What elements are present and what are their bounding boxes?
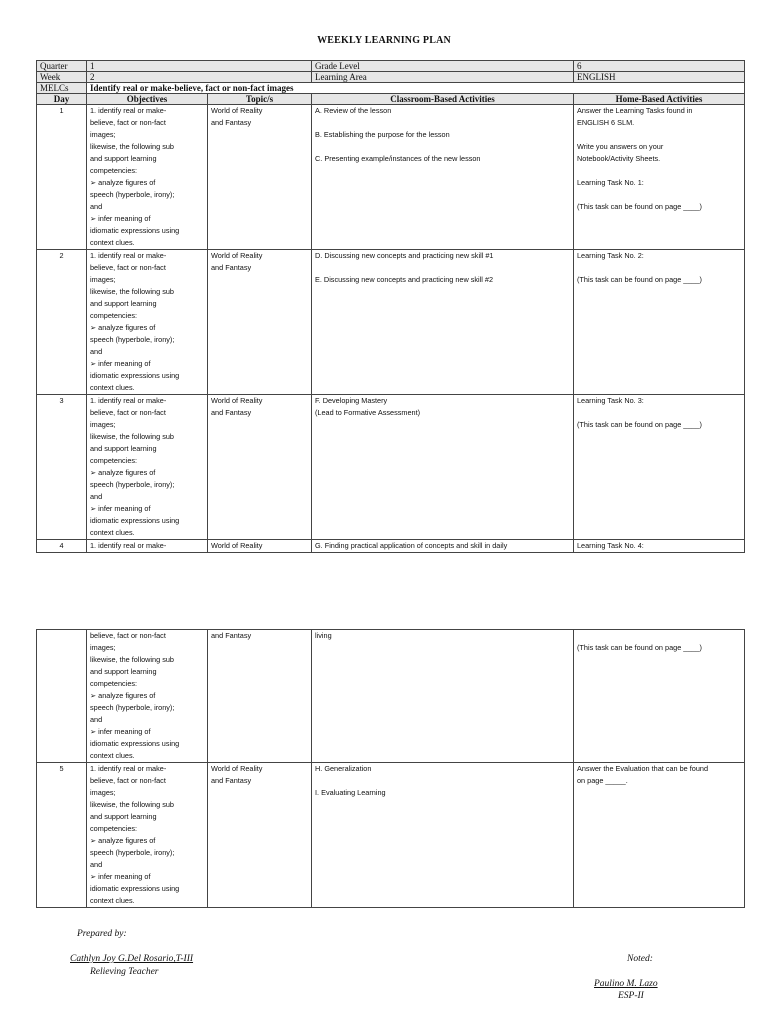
objectives-cell-line: and support learning [90, 444, 157, 453]
objectives-cell-line: idiomatic expressions using [90, 226, 180, 235]
objectives-cell-line: idiomatic expressions using [90, 516, 180, 525]
topics-cell-line: World of Reality [211, 764, 263, 773]
melcs-row [37, 83, 745, 94]
home-activities-cell-line: Notebook/Activity Sheets. [577, 154, 661, 163]
home-activities-cell-line [577, 407, 741, 419]
classroom-activities-cell [312, 105, 574, 250]
objectives-cell-line: speech (hyperbole, irony); [90, 335, 175, 344]
objectives-cell-line: and support learning [90, 667, 157, 676]
plan-row [37, 763, 745, 908]
objectives-cell-line: images; [90, 643, 116, 652]
topics-column-header: Topic/s [208, 94, 312, 105]
learning-area-label: Learning Area [312, 72, 574, 83]
objectives-cell-line: 1. identify real or make- [90, 251, 167, 260]
objectives-cell-line: competencies: [90, 679, 138, 688]
objectives-cell-line: ➢ infer meaning of [90, 872, 151, 881]
classroom-activities-cell [312, 540, 574, 553]
objectives-cell-line: idiomatic expressions using [90, 884, 180, 893]
topics-cell-line: and Fantasy [211, 263, 252, 272]
plan-row [37, 395, 745, 540]
objectives-cell-line: ➢ analyze figures of [90, 178, 156, 187]
classroom-activities-cell-line: D. Discussing new concepts and practicing new skill #1 [315, 251, 494, 260]
objectives-cell-line: likewise, the following sub [90, 655, 174, 664]
topics-cell [208, 395, 312, 540]
classroom-activities-cell-line: I. Evaluating Learning [315, 788, 386, 797]
home-activities-cell-line [577, 165, 741, 177]
day-cell [37, 630, 87, 763]
home-activities-cell-line: on page _____. [577, 776, 628, 785]
home-activities-cell [574, 763, 745, 908]
column-header-row [37, 94, 745, 105]
day-cell: 4 [37, 540, 87, 553]
classroom-column-header: Classroom-Based Activities [312, 94, 574, 105]
objectives-cell-line: speech (hyperbole, irony); [90, 480, 175, 489]
home-activities-cell-line [577, 262, 741, 274]
objectives-cell-line: likewise, the following sub [90, 800, 174, 809]
objectives-cell-line: context clues. [90, 528, 135, 537]
classroom-activities-cell-line: A. Review of the lesson [315, 106, 392, 115]
objectives-cell-line: competencies: [90, 824, 138, 833]
topics-cell-line: and Fantasy [211, 118, 252, 127]
objectives-cell-line: ➢ analyze figures of [90, 836, 156, 845]
objectives-cell [87, 395, 208, 540]
classroom-activities-cell-line [315, 117, 570, 129]
objectives-cell-line: context clues. [90, 383, 135, 392]
objectives-cell-line: and [90, 202, 103, 211]
objectives-cell-line: ➢ infer meaning of [90, 727, 151, 736]
classroom-activities-cell-line: (Lead to Formative Assessment) [315, 408, 421, 417]
objectives-cell [87, 540, 208, 553]
objectives-cell-line: likewise, the following sub [90, 142, 174, 151]
objectives-cell-line: likewise, the following sub [90, 432, 174, 441]
plan-row-continued [37, 630, 745, 763]
objectives-column-header: Objectives [87, 94, 208, 105]
objectives-cell-line: believe, fact or non-fact [90, 263, 166, 272]
grade-level-label: Grade Level [312, 61, 574, 72]
home-activities-cell-line: Learning Task No. 3: [577, 396, 644, 405]
day-cell: 1 [37, 105, 87, 250]
objectives-cell [87, 250, 208, 395]
week-row [37, 72, 745, 83]
topics-cell-line: and Fantasy [211, 408, 252, 417]
objectives-cell-line: ➢ analyze figures of [90, 323, 156, 332]
objectives-cell-line: and support learning [90, 812, 157, 821]
objectives-cell-line: ➢ analyze figures of [90, 691, 156, 700]
objectives-cell-line: ➢ analyze figures of [90, 468, 156, 477]
topics-cell-line: World of Reality [211, 251, 263, 260]
objectives-cell-line: 1. identify real or make- [90, 106, 167, 115]
objectives-cell-line: images; [90, 420, 116, 429]
topics-cell [208, 250, 312, 395]
objectives-cell-line: competencies: [90, 166, 138, 175]
topics-cell [208, 763, 312, 908]
classroom-activities-cell-line: B. Establishing the purpose for the lesson [315, 130, 450, 139]
home-activities-cell-line: (This task can be found on page ____) [577, 275, 702, 284]
home-activities-cell-line: (This task can be found on page ____) [577, 643, 702, 652]
quarter-label: Quarter [37, 61, 87, 72]
objectives-cell-line: believe, fact or non-fact [90, 776, 166, 785]
day-cell: 5 [37, 763, 87, 908]
classroom-activities-cell-line [315, 262, 570, 274]
objectives-cell-line: likewise, the following sub [90, 287, 174, 296]
topics-cell-line: and Fantasy [211, 776, 252, 785]
grade-level-value: 6 [574, 61, 745, 72]
home-activities-cell-line [577, 630, 741, 642]
classroom-activities-cell-line: H. Generalization [315, 764, 372, 773]
classroom-activities-cell-line: C. Presenting example/instances of the new lesson [315, 154, 481, 163]
noted-label: Noted: [627, 954, 653, 964]
plan-row [37, 540, 745, 553]
day-column-header: Day [37, 94, 87, 105]
home-activities-cell-line: (This task can be found on page ____) [577, 202, 702, 211]
classroom-activities-cell-line: E. Discussing new concepts and practicing new skill #2 [315, 275, 494, 284]
objectives-cell-line: context clues. [90, 238, 135, 247]
quarter-row [37, 61, 745, 72]
objectives-cell-line: speech (hyperbole, irony); [90, 848, 175, 857]
objectives-cell-line: and [90, 492, 103, 501]
objectives-cell-line: and [90, 860, 103, 869]
melcs-label: MELCs [37, 83, 87, 94]
home-activities-cell-line: Answer the Learning Tasks found in [577, 106, 693, 115]
home-activities-cell-line: Write you answers on your [577, 142, 664, 151]
home-activities-cell-line [577, 189, 741, 201]
home-activities-cell [574, 250, 745, 395]
weekly-plan-table-continued [36, 629, 745, 908]
teacher-role: Relieving Teacher [90, 967, 159, 977]
objectives-cell-line: and support learning [90, 154, 157, 163]
home-activities-cell-line: Answer the Evaluation that can be found [577, 764, 709, 773]
week-label: Week [37, 72, 87, 83]
objectives-cell-line: believe, fact or non-fact [90, 408, 166, 417]
home-activities-cell [574, 630, 745, 763]
objectives-cell-line: and [90, 347, 103, 356]
document-title: WEEKLY LEARNING PLAN [317, 35, 451, 46]
home-activities-cell-line: ENGLISH 6 SLM. [577, 118, 635, 127]
classroom-activities-cell [312, 250, 574, 395]
objectives-cell-line: competencies: [90, 456, 138, 465]
day-cell: 3 [37, 395, 87, 540]
objectives-cell-line: idiomatic expressions using [90, 739, 180, 748]
home-activities-cell-line: (This task can be found on page ____) [577, 420, 702, 429]
topics-cell: and Fantasy [208, 630, 312, 763]
home-activities-cell-line: Learning Task No. 1: [577, 178, 644, 187]
topics-cell-line: World of Reality [211, 106, 263, 115]
classroom-activities-cell-line: G. Finding practical application of concepts and skill in daily [315, 541, 508, 550]
objectives-cell-line: 1. identify real or make- [90, 541, 167, 550]
home-activities-cell-line [577, 129, 741, 141]
objectives-cell-line: context clues. [90, 751, 135, 760]
objectives-cell-line: and [90, 715, 103, 724]
objectives-cell-line: speech (hyperbole, irony); [90, 703, 175, 712]
topics-cell-line: World of Reality [211, 396, 263, 405]
classroom-activities-cell [312, 395, 574, 540]
objectives-cell-line: context clues. [90, 896, 135, 905]
home-activities-cell [574, 395, 745, 540]
objectives-cell-line: believe, fact or non-fact [90, 631, 166, 640]
prepared-by-label: Prepared by: [77, 929, 127, 939]
objectives-cell-line: images; [90, 130, 116, 139]
home-column-header: Home-Based Activities [574, 94, 745, 105]
topics-cell-line: World of Reality [211, 541, 263, 550]
objectives-cell-line: believe, fact or non-fact [90, 118, 166, 127]
objectives-cell [87, 630, 208, 763]
objectives-cell-line: images; [90, 788, 116, 797]
objectives-cell-line: ➢ infer meaning of [90, 214, 151, 223]
topics-cell [208, 105, 312, 250]
classroom-activities-cell-line [315, 141, 570, 153]
objectives-cell-line: competencies: [90, 311, 138, 320]
week-value: 2 [87, 72, 312, 83]
home-activities-cell-line: Learning Task No. 2: [577, 251, 644, 260]
classroom-activities-cell [312, 763, 574, 908]
objectives-cell-line: ➢ infer meaning of [90, 359, 151, 368]
topics-cell [208, 540, 312, 553]
objectives-cell-line: speech (hyperbole, irony); [90, 190, 175, 199]
home-activities-cell [574, 105, 745, 250]
teacher-name: Cathlyn Joy G.Del Rosario,T-III [70, 954, 194, 964]
objectives-cell-line: 1. identify real or make- [90, 764, 167, 773]
noter-role: ESP-II [618, 991, 644, 1001]
home-activities-cell [574, 540, 745, 553]
quarter-value: 1 [87, 61, 312, 72]
classroom-activities-cell-line: F. Developing Mastery [315, 396, 388, 405]
plan-row [37, 105, 745, 250]
home-activities-cell-line: Learning Task No. 4: [577, 541, 644, 550]
objectives-cell [87, 763, 208, 908]
objectives-cell-line: 1. identify real or make- [90, 396, 167, 405]
weekly-plan-table [36, 60, 745, 553]
day-cell: 2 [37, 250, 87, 395]
plan-row [37, 250, 745, 395]
objectives-cell-line: idiomatic expressions using [90, 371, 180, 380]
objectives-cell-line: ➢ infer meaning of [90, 504, 151, 513]
classroom-activities-cell-line [315, 775, 570, 787]
noter-name: Paulino M. Lazo [594, 979, 658, 989]
classroom-activities-cell: living [312, 630, 574, 763]
learning-area-value: ENGLISH [574, 72, 745, 83]
objectives-cell-line: images; [90, 275, 116, 284]
melcs-value: Identify real or make-believe, fact or non-fact images [87, 83, 745, 94]
objectives-cell [87, 105, 208, 250]
objectives-cell-line: and support learning [90, 299, 157, 308]
